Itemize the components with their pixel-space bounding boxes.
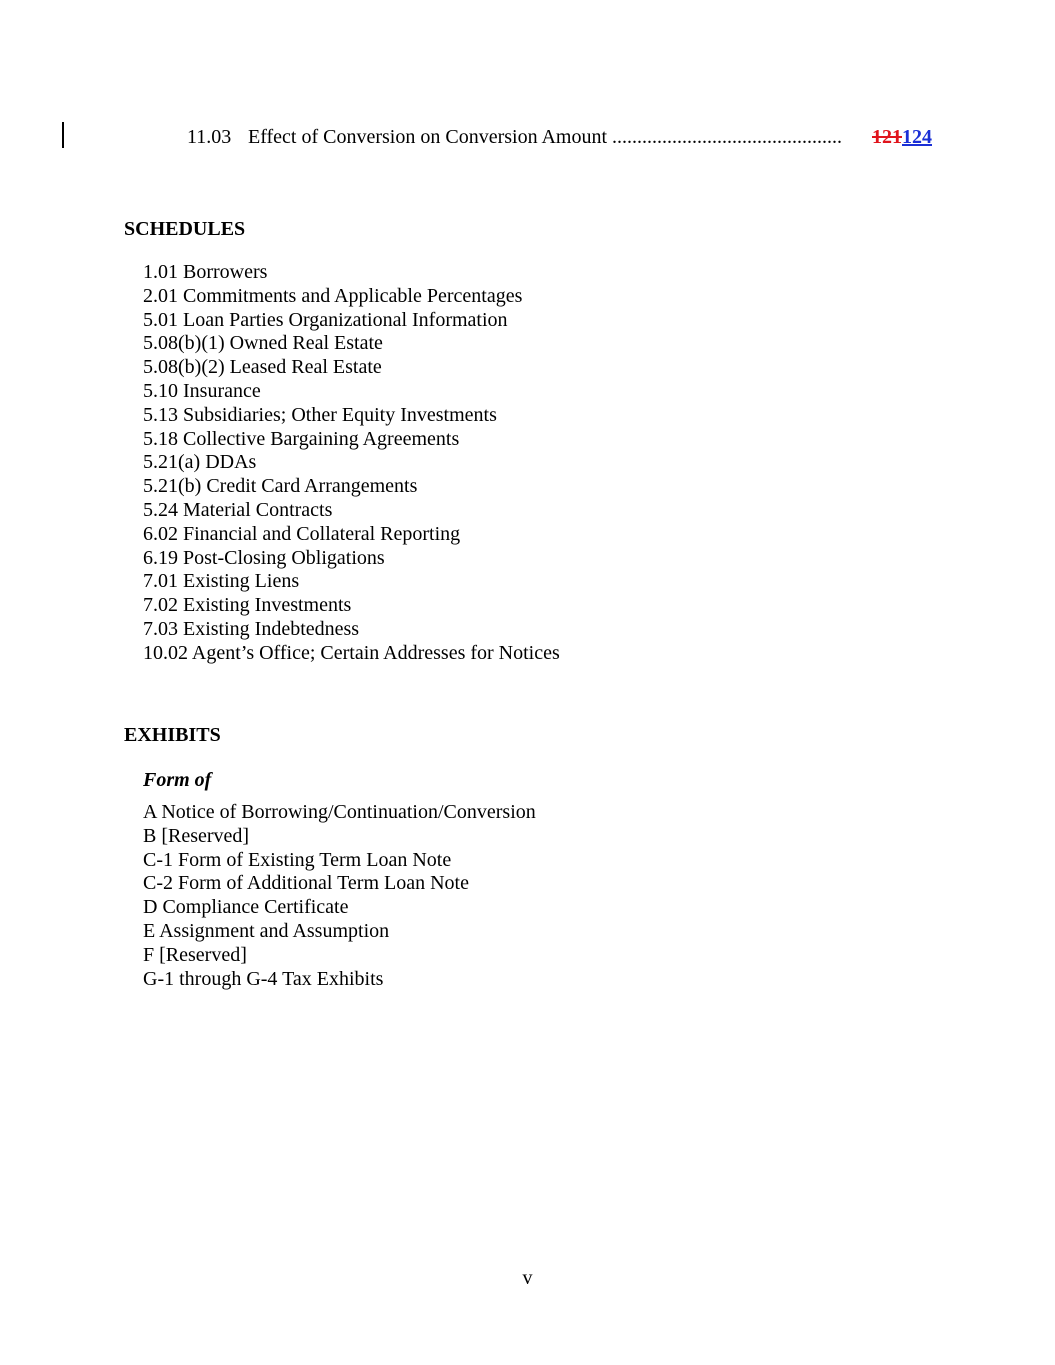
exhibit-item: G-1 through G-4 Tax Exhibits	[143, 967, 384, 990]
schedule-item: 5.10 Insurance	[143, 379, 261, 402]
schedule-item: 5.01 Loan Parties Organizational Information	[143, 308, 508, 331]
exhibit-item: E Assignment and Assumption	[143, 919, 390, 942]
schedule-item: 7.03 Existing Indebtedness	[143, 617, 360, 640]
exhibit-item: D Compliance Certificate	[143, 896, 349, 919]
exhibit-item: B [Reserved]	[143, 824, 250, 847]
schedule-item: 5.24 Material Contracts	[143, 498, 333, 521]
schedule-item: 10.02 Agent’s Office; Certain Addresses for Notices	[143, 641, 560, 664]
schedule-item: 6.02 Financial and Collateral Reporting	[143, 522, 461, 545]
toc-entry-page-inserted[interactable]: 124	[902, 126, 932, 148]
schedule-item: 5.21(b) Credit Card Arrangements	[143, 475, 418, 498]
exhibit-item: C-2 Form of Additional Term Loan Note	[143, 872, 469, 895]
schedule-item: 5.08(b)(1) Owned Real Estate	[143, 332, 383, 355]
toc-entry-number: 11.03	[187, 126, 232, 148]
exhibit-item: F [Reserved]	[143, 943, 247, 966]
schedule-item: 7.01 Existing Liens	[143, 570, 300, 593]
schedule-item: 5.08(b)(2) Leased Real Estate	[143, 356, 382, 379]
schedule-item: 1.01 Borrowers	[143, 261, 268, 283]
exhibits-heading: EXHIBITS	[124, 724, 221, 746]
exhibit-item: C-1 Form of Existing Term Loan Note	[143, 848, 452, 871]
toc-entry-title: Effect of Conversion on Conversion Amount	[248, 126, 608, 148]
schedule-item: 5.18 Collective Bargaining Agreements	[143, 427, 460, 450]
exhibit-item: A Notice of Borrowing/Continuation/Conversion	[143, 801, 536, 823]
exhibits-form-of-label: Form of	[143, 769, 212, 791]
exhibits-list	[143, 801, 536, 991]
schedule-item: 2.01 Commitments and Applicable Percentages	[143, 284, 523, 307]
schedules-list	[143, 261, 560, 666]
revision-change-bar	[62, 122, 64, 148]
toc-entry-leader-dots: ..............................................	[612, 126, 843, 148]
toc-entry[interactable]	[187, 124, 932, 150]
toc-entry-page-deleted: 121	[872, 126, 902, 148]
schedule-item: 5.21(a) DDAs	[143, 451, 257, 474]
schedule-item: 5.13 Subsidiaries; Other Equity Investments	[143, 403, 497, 426]
page-number: v	[522, 1267, 533, 1289]
schedule-item: 6.19 Post-Closing Obligations	[143, 546, 385, 569]
schedules-heading: SCHEDULES	[124, 218, 246, 240]
schedule-item: 7.02 Existing Investments	[143, 594, 352, 617]
